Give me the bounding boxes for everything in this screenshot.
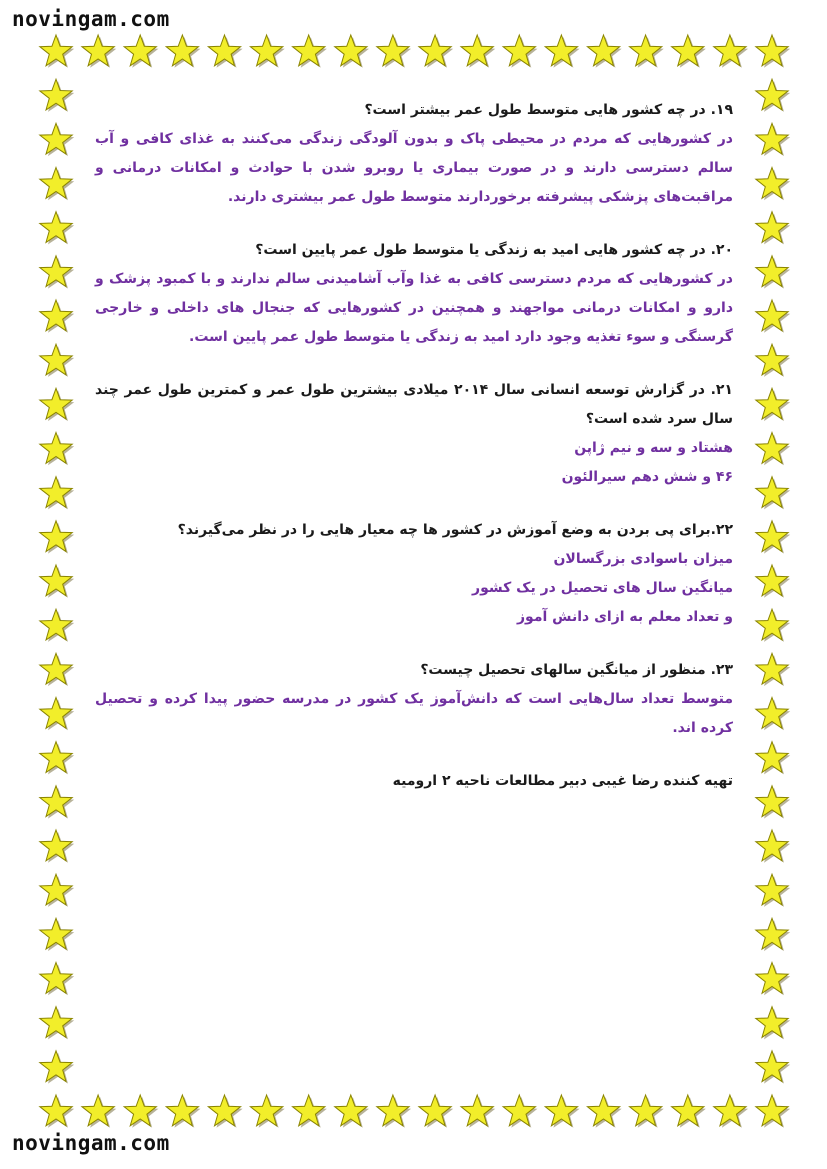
star-icon [40, 786, 74, 819]
star-icon [250, 35, 284, 68]
star-icon [124, 35, 158, 68]
qa-item-23 [95, 656, 733, 743]
star-icon [40, 477, 74, 510]
star-icon [545, 35, 579, 68]
star-icon [756, 477, 790, 510]
star-icon [756, 344, 790, 377]
star-icon [756, 609, 790, 642]
answer-22-b: میانگین سال های تحصیل در یک کشور [472, 580, 733, 596]
star-icon [40, 388, 74, 421]
star-icon [208, 1095, 242, 1128]
star-icon [82, 35, 116, 68]
star-icon [587, 35, 621, 68]
star-icon [756, 1095, 790, 1128]
star-icon [40, 433, 74, 466]
star-icon [40, 123, 74, 156]
star-icon [40, 521, 74, 554]
star-icon [293, 35, 327, 68]
star-icon [166, 1095, 200, 1128]
qa-item-19 [95, 96, 733, 212]
watermark-top: novingam.com [12, 7, 170, 31]
star-icon [40, 565, 74, 598]
answer-21-b: ۴۶ و شش دهم سیرالئون [561, 469, 733, 485]
question-20: ۲۰. در چه کشور هایی امید به زندگی یا متوسط طول عمر پایین است؟ [255, 242, 733, 258]
qa-item-22 [95, 516, 733, 632]
star-icon [503, 1095, 537, 1128]
question-22: ۲۲.برای پی بردن به وضع آموزش در کشور ها چه معیار هایی را در نظر می‌گیرند؟ [177, 522, 733, 538]
star-icon [756, 433, 790, 466]
star-icon [40, 1051, 74, 1084]
star-icon [672, 1095, 706, 1128]
star-icon [250, 1095, 284, 1128]
star-icon [40, 300, 74, 333]
star-icon [40, 874, 74, 907]
star-icon [124, 1095, 158, 1128]
star-icon [630, 35, 664, 68]
star-icon [40, 830, 74, 863]
star-icon [714, 35, 748, 68]
star-icon [40, 1007, 74, 1040]
star-icon [335, 35, 369, 68]
star-icon [82, 1095, 116, 1128]
star-icon [630, 1095, 664, 1128]
watermark-bottom: novingam.com [12, 1131, 170, 1155]
question-23: ۲۳. منظور از میانگین سالهای تحصیل چیست؟ [420, 662, 733, 678]
star-icon [756, 79, 790, 112]
star-icon [40, 1095, 74, 1128]
star-icon [40, 963, 74, 996]
star-icon [40, 344, 74, 377]
star-icon [756, 256, 790, 289]
star-icon [377, 1095, 411, 1128]
star-icon [756, 1007, 790, 1040]
star-icon [756, 168, 790, 201]
star-icon [419, 35, 453, 68]
star-icon [756, 212, 790, 245]
star-icon [40, 742, 74, 775]
star-icon [166, 35, 200, 68]
star-icon [208, 35, 242, 68]
star-icon [40, 79, 74, 112]
star-icon [756, 35, 790, 68]
star-icon [756, 521, 790, 554]
author-credit: تهیه کننده رضا غیبی دبیر مطالعات ناحیه ۲ ارومیه [392, 773, 733, 789]
star-icon [461, 35, 495, 68]
star-icon [756, 918, 790, 951]
star-icon [40, 698, 74, 731]
document-body [95, 96, 733, 796]
star-icon [419, 1095, 453, 1128]
star-icon [461, 1095, 495, 1128]
answer-22-c: و تعداد معلم به ازای دانش آموز [516, 609, 733, 625]
answer-22-a: میزان باسوادی بزرگسالان [553, 551, 733, 567]
star-icon [40, 653, 74, 686]
answer-20: در کشورهایی که مردم دسترسی کافی به غذا وآب آشامیدنی سالم ندارند و با کمبود پزشک و دارو و امکانات درمانی مواجهند و همچنین در کشورهایی که جنجال های داخلی و خارجی گرسنگی و سوء تغذیه وجود دارد امید به زندگی یا متوسط طول عمر پایین است. [95, 271, 733, 345]
star-icon [756, 300, 790, 333]
star-icon [40, 212, 74, 245]
answer-23: متوسط تعداد سال‌هایی است که دانش‌آموز یک کشور در مدرسه حضور پیدا کرده و تحصیل کرده اند. [95, 691, 733, 736]
star-icon [40, 168, 74, 201]
qa-item-21 [95, 376, 733, 492]
question-19: ۱۹. در چه کشور هایی متوسط طول عمر بیشتر است؟ [364, 102, 733, 118]
star-icon [40, 609, 74, 642]
star-icon [335, 1095, 369, 1128]
star-icon [756, 388, 790, 421]
star-icon [40, 35, 74, 68]
star-icon [714, 1095, 748, 1128]
qa-item-20 [95, 236, 733, 352]
star-icon [756, 742, 790, 775]
star-icon [756, 565, 790, 598]
star-icon [587, 1095, 621, 1128]
star-icon [756, 786, 790, 819]
answer-21-a: هشتاد و سه و نیم ژاپن [574, 440, 733, 456]
star-icon [756, 1051, 790, 1084]
star-icon [293, 1095, 327, 1128]
star-icon [756, 123, 790, 156]
question-21: ۲۱. در گزارش توسعه انسانی سال ۲۰۱۴ میلادی بیشترین طول عمر و کمترین طول عمر چند سال سرد شده است؟ [95, 382, 733, 427]
star-icon [545, 1095, 579, 1128]
star-icon [377, 35, 411, 68]
answer-19: در کشورهایی که مردم در محیطی پاک و بدون آلودگی زندگی می‌کنند به غذای کافی و آب سالم دسترسی دارند و در صورت بیماری یا روبرو شدن با حوادث و امکانات درمانی و مراقبت‌های پزشکی پیشرفته برخوردارند متوسط طول عمر بیشتری دارند. [95, 131, 733, 205]
star-icon [672, 35, 706, 68]
star-icon [756, 653, 790, 686]
star-icon [40, 918, 74, 951]
star-icon [40, 256, 74, 289]
star-icon [756, 698, 790, 731]
star-icon [756, 874, 790, 907]
star-icon [756, 830, 790, 863]
star-icon [503, 35, 537, 68]
star-icon [756, 963, 790, 996]
